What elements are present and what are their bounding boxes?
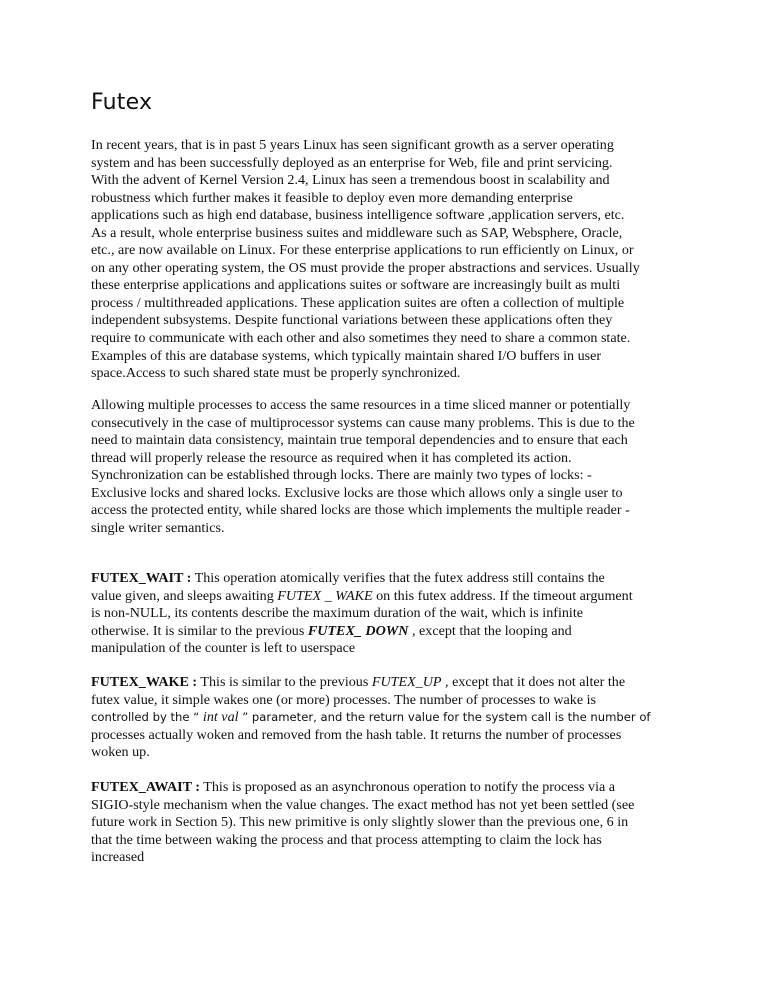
futex-wait-text: , except that the looping and [408, 622, 572, 639]
sync-line: Synchronization can be established through locks. There are mainly two types of locks: - [91, 467, 592, 484]
futex-wait-line [91, 623, 691, 641]
sync-line: need to maintain data consistency, maintain true temporal dependencies and to ensure that each [91, 432, 628, 449]
futex-wake-line [91, 674, 691, 692]
sync-line: Allowing multiple processes to access the same resources in a time sliced manner or potentially [91, 397, 631, 413]
futex-wake-text: ” parameter, and the return value for the system call is the number of [238, 710, 651, 725]
futex-down-ref: FUTEX_ DOWN [307, 622, 409, 639]
futex-wait-line [91, 570, 691, 588]
futex-wait-text: on this futex address. If the timeout argument [372, 587, 633, 604]
futex-wake-line: processes actually woken and removed from the hash table. It returns the number of processes [91, 726, 622, 743]
intro-line: independent subsystems. Despite functional variations between these applications often they [91, 312, 613, 329]
intro-line: etc., are now available on Linux. For these enterprise applications to run efficiently on Linux, or [91, 242, 634, 259]
futex-await-line: that the time between waking the process and that process attempting to claim the lock has [91, 831, 602, 848]
futex-wait-text: This operation atomically verifies that the futex address still contains the [191, 570, 605, 586]
sync-line: single writer semantics. [91, 519, 225, 536]
futex-wake-term: FUTEX_WAKE : [91, 674, 198, 690]
intro-line: Examples of this are database systems, which typically maintain shared I/O buffers in user [91, 347, 602, 364]
futex-wake-line [91, 709, 691, 727]
futex-wake-ref: FUTEX _ WAKE [277, 587, 373, 604]
intro-line: space.Access to such shared state must be properly synchronized. [91, 365, 461, 382]
intro-line: system and has been successfully deployed as an enterprise for Web, file and print servicing. [91, 154, 613, 171]
futex-await-line: future work in Section 5). This new primitive is only slightly slower than the previous one, 6 in [91, 814, 629, 831]
intro-line: process / multithreaded applications. These application suites are often a collection of multiple [91, 294, 625, 311]
futex-wake-text: , except that it does not alter the [441, 674, 626, 690]
futex-wait-line: is non-NULL, its contents describe the maximum duration of the wait, which is infinite [91, 605, 584, 622]
intro-line: on any other operating system, the OS must provide the proper abstractions and services. Usually [91, 259, 640, 276]
futex-await-text: This is proposed as an asynchronous operation to notify the process via a [199, 779, 616, 795]
sync-line: thread will properly release the resource as required when it has completed its action. [91, 449, 572, 466]
futex-up-ref: FUTEX_UP [371, 674, 442, 690]
futex-wait-paragraph [91, 570, 691, 658]
futex-await-term: FUTEX_AWAIT : [91, 779, 200, 795]
futex-await-line: SIGIO-style mechanism when the value changes. The exact method has not yet been settled (see [91, 796, 635, 813]
futex-wait-term: FUTEX_WAIT : [91, 570, 192, 586]
sync-line: access the protected entity, while shared locks are those which implements the multiple reader - [91, 502, 630, 519]
intro-line: require to communicate with each other and also sometimes they need to share a common state. [91, 330, 631, 347]
sync-line: consecutively in the case of multiprocessor systems can cause many problems. This is due to the [91, 414, 635, 431]
futex-wait-text: value given, and sleeps awaiting [91, 587, 278, 604]
futex-wait-text: otherwise. It is similar to the previous [91, 622, 308, 639]
page-title: Futex [91, 90, 153, 115]
futex-wake-line: woken up. [91, 744, 150, 761]
intro-line: applications such as high end database, business intelligence software ,application servers, etc. [91, 207, 625, 224]
futex-wake-text: This is similar to the previous [197, 674, 372, 690]
sync-line: Exclusive locks and shared locks. Exclusive locks are those which allows only a single user to [91, 484, 623, 501]
futex-wake-line: futex value, it simple wakes one (or more) processes. The number of processes to wake is [91, 691, 597, 708]
futex-await-line: increased [91, 849, 145, 866]
intro-line: As a result, whole enterprise business suites and middleware such as SAP, Websphere, Oracle, [91, 224, 623, 241]
futex-wake-text: controlled by the “ [91, 710, 203, 725]
intro-line: robustness which further makes it feasible to deploy even more demanding enterprise [91, 189, 573, 206]
futex-await-line [91, 779, 691, 797]
intro-line: these enterprise applications and applications suites or software are increasingly built as multi [91, 277, 621, 294]
intro-line: In recent years, that is in past 5 years Linux has seen significant growth as a server operating [91, 137, 614, 153]
futex-wait-line [91, 588, 691, 606]
futex-wait-line: manipulation of the counter is left to userspace [91, 640, 356, 657]
synchronization-paragraph [91, 397, 691, 537]
intro-line: With the advent of Kernel Version 2.4, Linux has seen a tremendous boost in scalability and [91, 172, 610, 189]
futex-wake-paragraph [91, 674, 691, 762]
futex-await-paragraph [91, 779, 691, 867]
intro-paragraph [91, 137, 691, 383]
int-val-ref: int val [202, 709, 239, 726]
